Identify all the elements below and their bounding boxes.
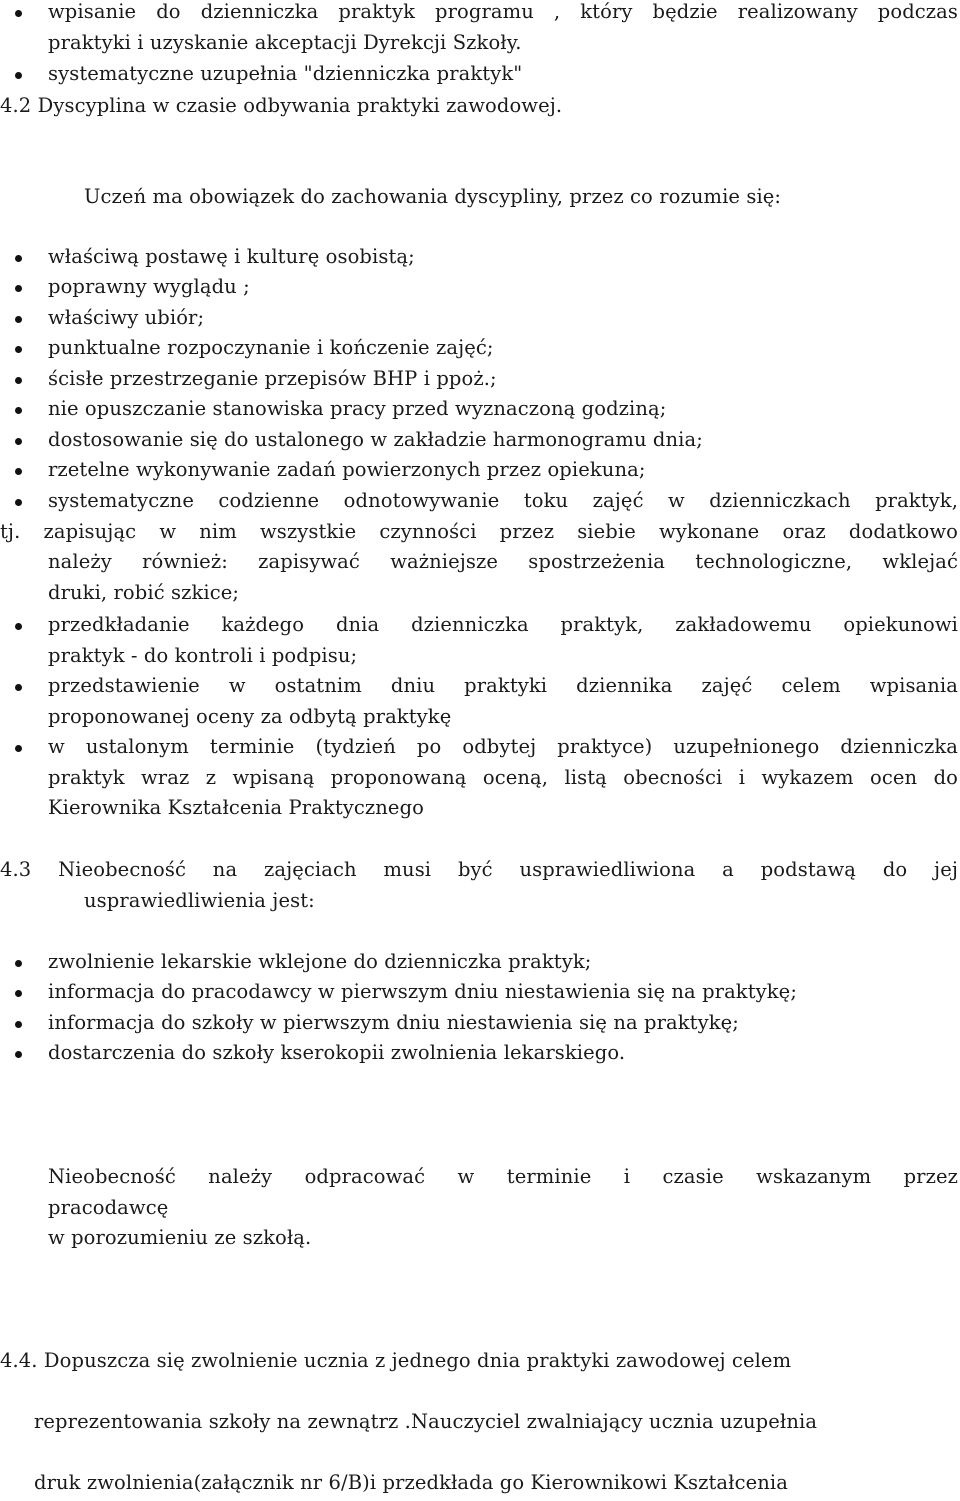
bullet-item-systematic-fill: [48, 59, 958, 90]
discipline-item: [48, 333, 958, 364]
note-line: pracodawcę: [48, 1195, 169, 1219]
section-42-heading: 4.2 Dyscyplina w czasie odbywania praktyki zawodowej.: [0, 94, 563, 117]
discipline-item: [48, 671, 958, 732]
bullet-line: przedstawienie w ostatnim dniu praktyki dziennika zajęć celem wpisania: [48, 674, 958, 697]
discipline-item: [48, 732, 958, 824]
section-44-line: reprezentowania szkoły na zewnątrz .Nauczyciel zwalniający ucznia uzupełnia: [34, 1410, 818, 1433]
bullet-line: wpisanie do dzienniczka praktyk programu , który będzie realizowany podczas: [48, 0, 958, 23]
section-43-heading: [0, 855, 958, 916]
section-44-line: 4.4. Dopuszcza się zwolnienie ucznia z jednego dnia praktyki zawodowej celem: [0, 1349, 792, 1372]
note-line: w porozumieniu ze szkołą.: [48, 1226, 312, 1249]
discipline-item: [48, 364, 958, 395]
bullet-line: należy również: zapisywać ważniejsze spostrzeżenia technologiczne, wklejać: [48, 550, 958, 573]
discipline-item: [48, 394, 958, 425]
section-43-heading-line: 4.3 Nieobecność na zajęciach musi być usprawiedliwiona a podstawą do jej: [0, 858, 958, 881]
bullet-line: przedkładanie każdego dnia dzienniczka praktyk, zakładowemu opiekunowi: [48, 613, 958, 636]
absence-justification-item: [48, 977, 958, 1008]
bullet-line: systematyczne uzupełnia "dzienniczka praktyk": [48, 62, 523, 85]
bullet-line: właściwą postawę i kulturę osobistą;: [48, 245, 415, 268]
bullet-line: informacja do szkoły w pierwszym dniu niestawienia się na praktykę;: [48, 1011, 739, 1034]
bullet-line: właściwy ubiór;: [48, 306, 205, 329]
bullet-line: rzetelne wykonywanie zadań powierzonych przez opiekuna;: [48, 458, 646, 481]
bullet-line: tj. zapisując w nim wszystkie czynności przez siebie wykonane oraz dodatkowo: [0, 519, 958, 543]
note-line: Nieobecność należy odpracować w terminie i czasie wskazanym przez: [48, 1165, 958, 1188]
discipline-item: [48, 242, 958, 273]
bullet-line: dostarczenia do szkoły kserokopii zwolnienia lekarskiego.: [48, 1041, 626, 1064]
bullet-line: Kierownika Kształcenia Praktycznego: [48, 796, 424, 819]
absence-justification-item: [48, 1008, 958, 1039]
bullet-line: nie opuszczanie stanowiska pracy przed wyznaczoną godziną;: [48, 397, 667, 420]
bullet-line: w ustalonym terminie (tydzień po odbytej praktyce) uzupełnionego dzienniczka: [48, 735, 958, 758]
bullet-item-program-entry: [48, 0, 958, 58]
absence-justification-item: [48, 947, 958, 978]
discipline-item: [48, 610, 958, 671]
bullet-line: poprawny wyglądu ;: [48, 275, 250, 298]
absence-makeup-note: [48, 1162, 958, 1254]
absence-justification-item: [48, 1038, 958, 1069]
discipline-item: [0, 486, 958, 608]
bullet-line: systematyczne codzienne odnotowywanie toku zajęć w dzienniczkach praktyk,: [48, 489, 958, 512]
bullet-line: praktyk - do kontroli i podpisu;: [48, 643, 358, 667]
bullet-line: zwolnienie lekarskie wklejone do dzienniczka praktyk;: [48, 950, 592, 973]
discipline-item: [48, 455, 958, 486]
section-42-intro: Uczeń ma obowiązek do zachowania dyscypliny, przez co rozumie się:: [84, 185, 782, 208]
bullet-line: proponowanej oceny za odbytą praktykę: [48, 704, 452, 728]
section-43-heading-line: usprawiedliwienia jest:: [84, 888, 315, 912]
section-44-line: druk zwolnienia(załącznik nr 6/B)i przedkłada go Kierownikowi Kształcenia: [34, 1471, 788, 1494]
discipline-item: [48, 272, 958, 303]
bullet-line: praktyki i uzyskanie akceptacji Dyrekcji Szkoły.: [48, 30, 522, 54]
bullet-line: druki, robić szkice;: [48, 580, 240, 604]
bullet-line: ścisłe przestrzeganie przepisów BHP i ppoż.;: [48, 367, 497, 390]
bullet-line: informacja do pracodawcy w pierwszym dniu niestawienia się na praktykę;: [48, 980, 797, 1003]
bullet-line: punktualne rozpoczynanie i kończenie zajęć;: [48, 336, 494, 359]
discipline-item: [48, 303, 958, 334]
bullet-line: praktyk wraz z wpisaną proponowaną oceną, listą obecności i wykazem ocen do: [48, 765, 958, 789]
discipline-item: [48, 425, 958, 456]
bullet-line: dostosowanie się do ustalonego w zakładzie harmonogramu dnia;: [48, 428, 703, 451]
